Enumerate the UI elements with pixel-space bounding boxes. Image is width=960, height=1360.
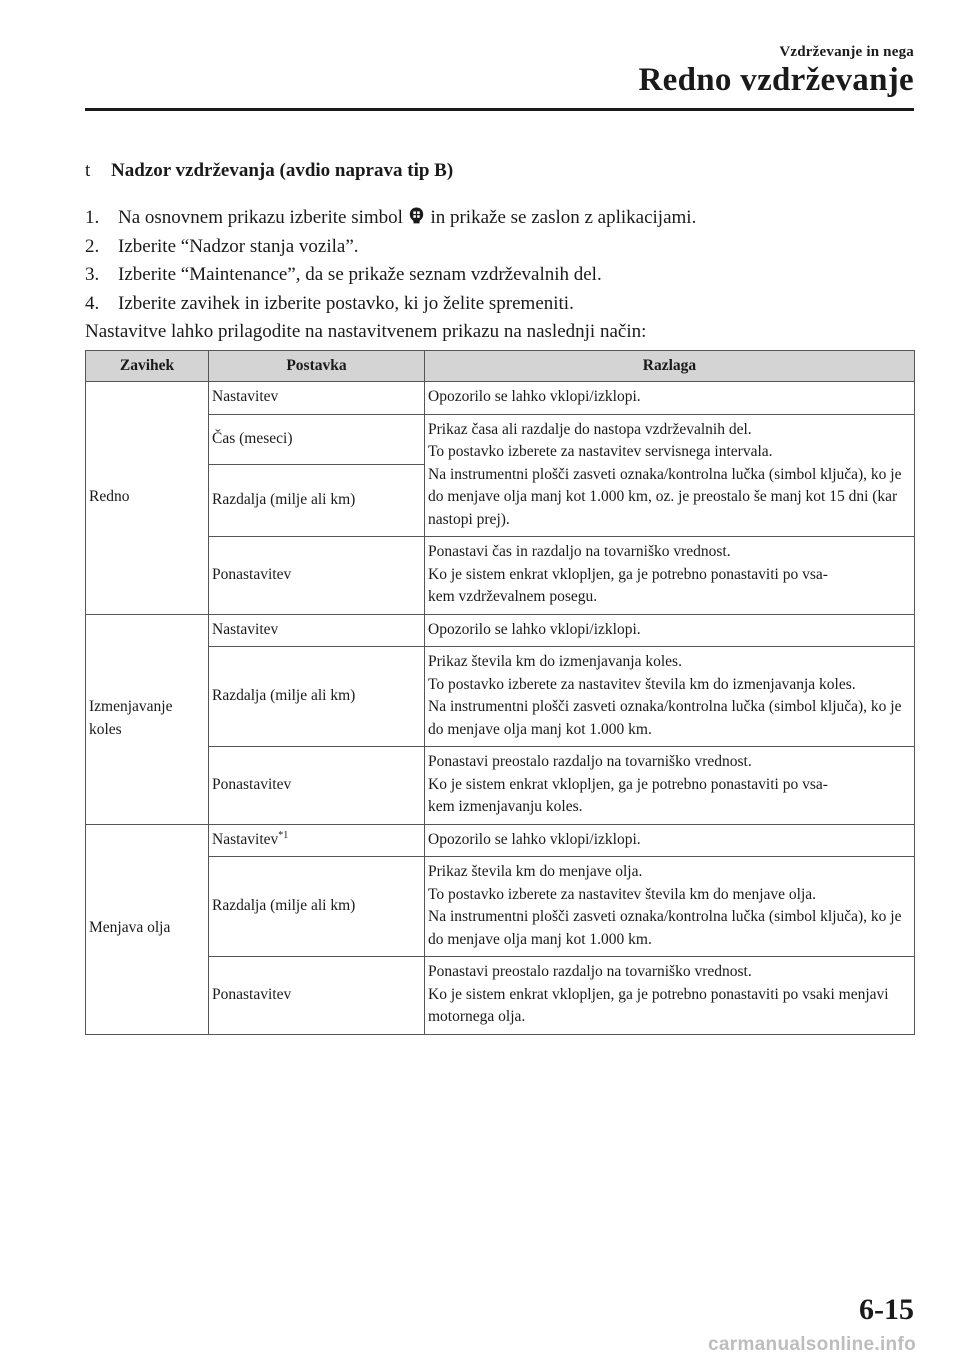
running-header-subtitle: Vzdrževanje in nega (779, 44, 914, 60)
maintenance-settings-table (85, 350, 915, 1035)
table-row (86, 382, 915, 415)
item-cell: Razdalja (milje ali km) (209, 857, 425, 957)
table-row (86, 824, 915, 857)
desc-cell: Opozorilo se lahko vklopi/izklopi. (425, 382, 915, 415)
desc-cell: Prikaz časa ali razdalje do nastopa vzdrževalnih del. To postavko izberete za nastavitev servisnega intervala. Na instrumentni plošči zasveti oznaka/kontrolna lučka (simbol ključa), ko je do menjave olja manj kot 1.000 km, oz. je preostalo še manj kot 15 dni (kar nastopi prej). (425, 414, 915, 537)
step-4: 4. Izberite zavihek in izberite postavko, ki jo želite spremeniti. (85, 292, 574, 314)
item-cell: Nastavitev (209, 614, 425, 647)
table-header-row (86, 351, 915, 382)
table-row (86, 857, 915, 957)
item-cell: Nastavitev$^{*1}$ (209, 824, 425, 857)
section-title: Nadzor vzdrževanja (avdio naprava tip B) (111, 160, 454, 181)
desc-cell: Prikaz števila km do menjave olja. To postavko izberete za nastavitev števila km do menjave olja. Na instrumentni plošči zasveti oznaka/kontrolna lučka (simbol ključa), ko je do menjave olja manj kot 1.000 km. (425, 857, 915, 957)
tab-cell: Izmenjavanje koles (86, 614, 209, 824)
watermark: carmanualsonline.info (708, 1334, 916, 1355)
desc-cell: Ponastavi čas in razdaljo na tovarniško vrednost. Ko je sistem enkrat vklopljen, ga je potrebno ponastaviti po vsa- kem vzdrževalnem posegu. (425, 537, 915, 615)
section-bullet: t (85, 160, 91, 181)
desc-cell: Ponastavi preostalo razdaljo na tovarniško vrednost. Ko je sistem enkrat vklopljen, ga je potrebno ponastaviti po vsaki menjavi motornega olja. (425, 957, 915, 1035)
table-row (86, 957, 915, 1035)
page-number: 6-15 (859, 1293, 914, 1326)
table-row (86, 614, 915, 647)
table-row (86, 537, 915, 615)
item-cell: Ponastavitev (209, 537, 425, 615)
table-row (86, 647, 915, 747)
applications-icon (409, 207, 424, 224)
item-cell: Nastavitev (209, 382, 425, 415)
desc-cell: Opozorilo se lahko vklopi/izklopi. (425, 614, 915, 647)
section-heading (85, 160, 453, 182)
tab-cell: Redno (86, 382, 209, 615)
header-divider (85, 108, 914, 111)
desc-cell: Prikaz števila km do izmenjavanja koles. To postavko izberete za nastavitev števila km do izmenjavanja koles. Na instrumentni plošči zasveti oznaka/kontrolna lučka (simbol ključa), ko je do menjave olja manj kot 1.000 km. (425, 647, 915, 747)
instruction-steps (85, 204, 915, 347)
intro-text: Nastavitve lahko prilagodite na nastavitvenem prikazu na naslednji način: (85, 321, 647, 342)
header-explanation: Razlaga (425, 351, 915, 382)
footnote-marker: *1 (278, 829, 289, 841)
running-header-title: Redno vzdrževanje (638, 62, 914, 98)
desc-cell: Ponastavi preostalo razdaljo na tovarniško vrednost. Ko je sistem enkrat vklopljen, ga je potrebno ponastaviti po vsa- kem izmenjavanju koles. (425, 747, 915, 825)
step-3: 3. Izberite “Maintenance”, da se prikaže seznam vzdrževalnih del. (85, 264, 602, 285)
tab-cell: Menjava olja (86, 824, 209, 1034)
header-item: Postavka (209, 351, 425, 382)
item-cell: Razdalja (milje ali km) (209, 465, 425, 537)
step-1: 1. Na osnovnem prikazu izberite simbol in prikaže se zaslon z aplikacijami. (85, 207, 697, 228)
item-cell: Ponastavitev (209, 957, 425, 1035)
step-2: 2. Izberite “Nadzor stanja vozila”. (85, 235, 359, 257)
item-cell: Razdalja (milje ali km) (209, 647, 425, 747)
desc-cell: Opozorilo se lahko vklopi/izklopi. (425, 824, 915, 857)
table-row (86, 747, 915, 825)
table-row (86, 414, 915, 465)
item-cell: Čas (meseci) (209, 414, 425, 465)
header-tab: Zavihek (86, 351, 209, 382)
item-cell: Ponastavitev (209, 747, 425, 825)
